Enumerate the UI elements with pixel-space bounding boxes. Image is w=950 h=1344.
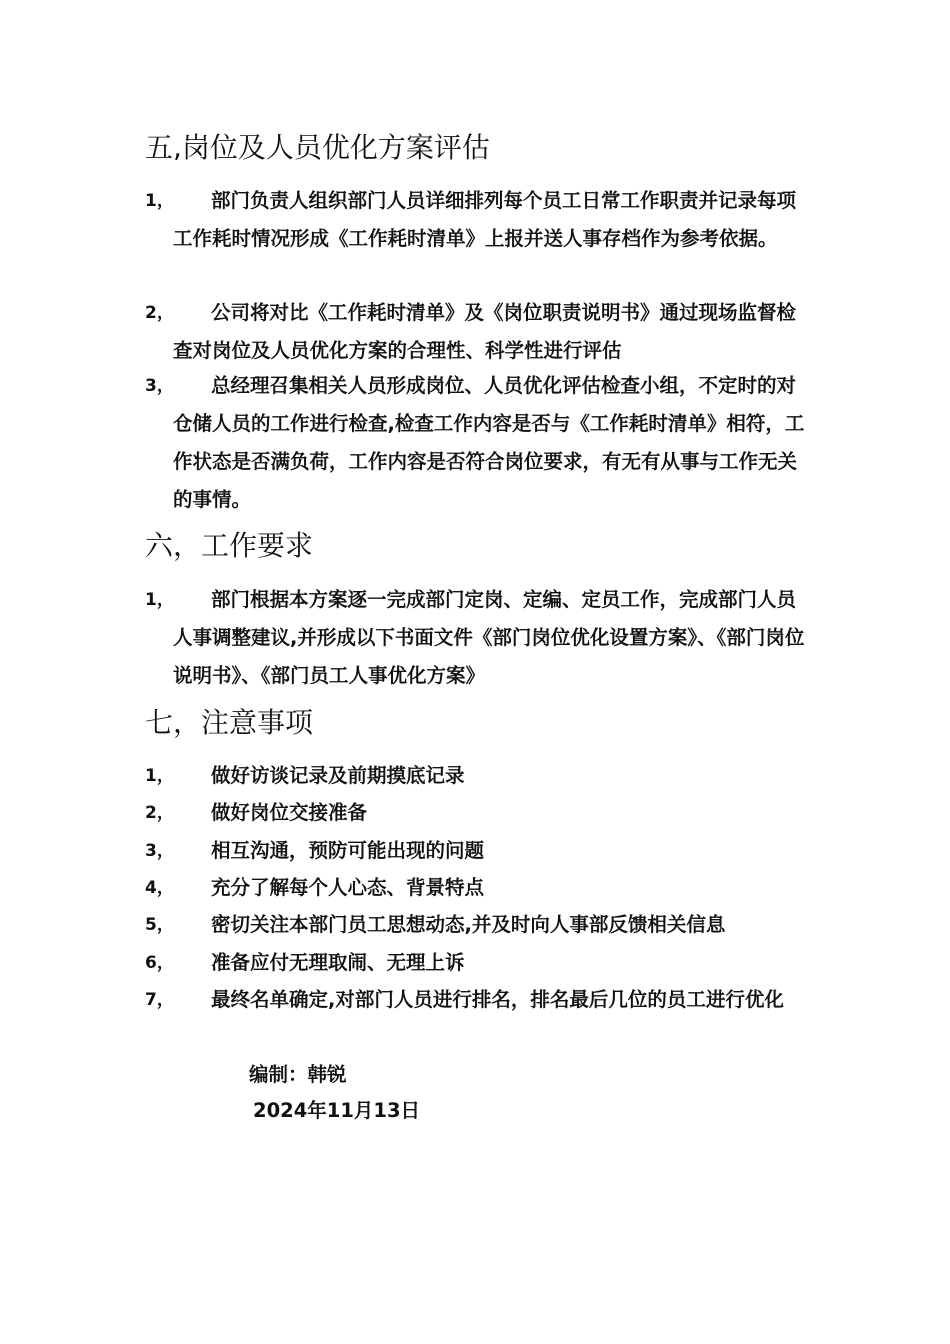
list-item xyxy=(145,581,810,695)
item-text: 相互沟通，预防可能出现的问题 xyxy=(211,839,485,862)
item-text: 公司将对比《工作耗时清单》及《岗位职责说明书》通过现场监督检查对岗位及人员优化方案的合理性、科学性进行评估 xyxy=(173,301,797,362)
list-item xyxy=(145,294,810,370)
list-item xyxy=(145,906,810,944)
item-number: 5， xyxy=(145,915,174,935)
list-item xyxy=(145,832,810,870)
item-number: 3， xyxy=(145,841,174,861)
item-number: 1， xyxy=(145,191,174,211)
section-heading-6: 六，工作要求 xyxy=(145,529,314,562)
editor-line: 编制：韩锐 xyxy=(249,1063,347,1086)
item-number: 1， xyxy=(145,766,174,786)
item-text: 充分了解每个人心态、背景特点 xyxy=(211,876,485,899)
item-text: 总经理召集相关人员形成岗位、人员优化评估检查小组，不定时的对仓储人员的工作进行检查,检查工作内容是否与《工作耗时清单》相符，工作状态是否满负荷，工作内容是否符合岗位要求，有无有从事与工作无关的事情。 xyxy=(173,374,805,511)
list-item xyxy=(145,794,810,832)
item-number: 7， xyxy=(145,990,174,1010)
list-item xyxy=(145,757,810,795)
item-number: 6， xyxy=(145,953,174,973)
item-text: 部门负责人组织部门人员详细排列每个员工日常工作职责并记录每项工作耗时情况形成《工作耗时清单》上报并送人事存档作为参考依据。 xyxy=(173,189,797,250)
item-text: 做好岗位交接准备 xyxy=(211,801,368,824)
item-text: 准备应付无理取闹、无理上诉 xyxy=(211,951,465,974)
item-number: 2， xyxy=(145,803,174,823)
item-text: 密切关注本部门员工思想动态,并及时向人事部反馈相关信息 xyxy=(211,913,726,936)
list-item xyxy=(145,869,810,907)
item-number: 4， xyxy=(145,878,174,898)
item-text: 部门根据本方案逐一完成部门定岗、定编、定员工作，完成部门人员人事调整建议,并形成以下书面文件《部门岗位优化设置方案》、《部门岗位说明书》、《部门员工人事优化方案》 xyxy=(173,588,805,687)
list-item xyxy=(145,944,810,982)
list-item xyxy=(145,367,810,519)
item-number: 2， xyxy=(145,303,174,323)
date-line: 2024年11月13日 xyxy=(253,1099,421,1122)
item-text: 做好访谈记录及前期摸底记录 xyxy=(211,764,465,787)
section-heading-7: 七，注意事项 xyxy=(145,706,314,739)
list-item xyxy=(145,182,810,258)
list-item xyxy=(145,981,810,1019)
item-number: 3， xyxy=(145,376,174,396)
item-number: 1， xyxy=(145,590,174,610)
section-heading-5: 五,岗位及人员优化方案评估 xyxy=(145,131,490,164)
item-text: 最终名单确定,对部门人员进行排名，排名最后几位的员工进行优化 xyxy=(211,988,784,1011)
